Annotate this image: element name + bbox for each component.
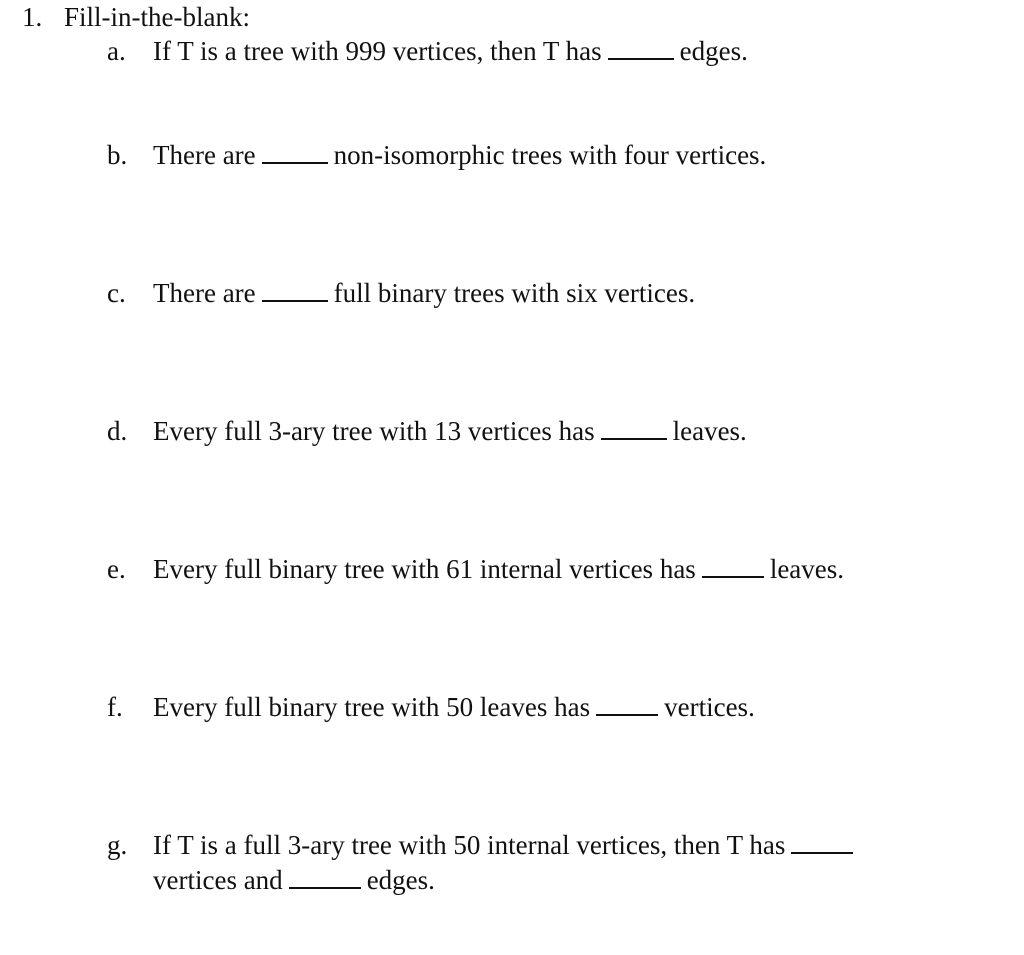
item-text-after: edges. — [679, 36, 748, 66]
question-header — [22, 0, 250, 34]
answer-blank-d[interactable] — [601, 418, 667, 440]
item-f — [107, 689, 755, 725]
answer-blank-c[interactable] — [262, 280, 328, 302]
answer-blank-b[interactable] — [262, 142, 328, 164]
answer-blank-f[interactable] — [596, 694, 658, 716]
question-number: 1. — [22, 2, 43, 32]
item-text-after: vertices. — [664, 692, 755, 722]
item-text-before: There are — [153, 140, 256, 170]
item-letter: f. — [107, 692, 123, 722]
item-text-before: Every full binary tree with 61 internal vertices has — [153, 554, 696, 584]
answer-blank-a[interactable] — [608, 38, 674, 60]
item-b — [107, 137, 766, 173]
question-title: Fill-in-the-blank: — [64, 2, 250, 32]
answer-blank-e[interactable] — [702, 556, 764, 578]
item-text-before: If T is a full 3-ary tree with 50 internal vertices, then T has — [153, 830, 786, 860]
item-text-after: leaves. — [769, 554, 845, 584]
item-text-after: non-isomorphic trees with four vertices. — [333, 140, 767, 170]
item-text-before: If T is a tree with 999 vertices, then T has — [153, 36, 602, 66]
answer-blank-g-vertices[interactable] — [791, 832, 853, 854]
item-text-before: Every full 3-ary tree with 13 vertices has — [153, 416, 595, 446]
item-d — [107, 413, 747, 449]
item-letter: d. — [107, 416, 128, 446]
item-text-before: Every full binary tree with 50 leaves has — [153, 692, 591, 722]
item-g-continuation — [153, 862, 435, 898]
item-text-line2-before: vertices and — [153, 865, 283, 895]
item-a — [107, 33, 748, 69]
item-text-after: full binary trees with six vertices. — [333, 278, 696, 308]
item-text-line2-after: edges. — [366, 865, 435, 895]
item-letter: a. — [107, 36, 126, 66]
item-letter: c. — [107, 278, 126, 308]
item-g — [107, 827, 859, 863]
item-letter: e. — [107, 554, 126, 584]
item-e — [107, 551, 844, 587]
item-text-before: There are — [153, 278, 256, 308]
item-text-after: leaves. — [672, 416, 747, 446]
item-letter: b. — [107, 140, 128, 170]
item-letter: g. — [107, 830, 128, 860]
answer-blank-g-edges[interactable] — [289, 867, 361, 889]
item-c — [107, 275, 695, 311]
